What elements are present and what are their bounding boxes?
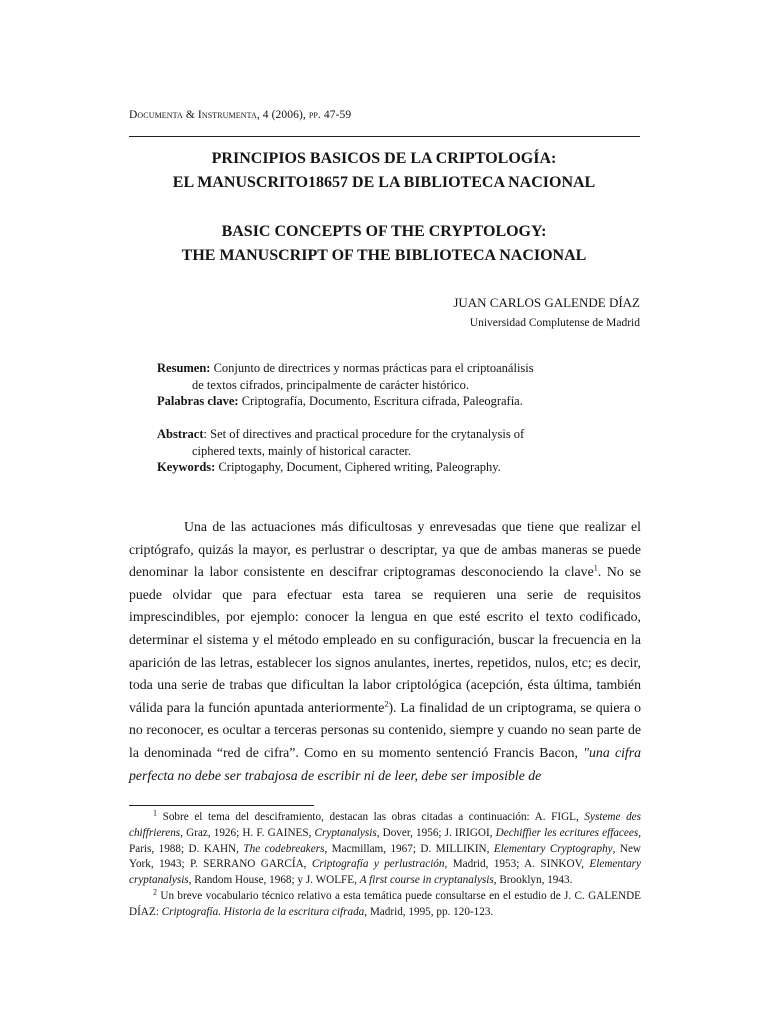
english-title-line-1: BASIC CONCEPTS OF THE CRYPTOLOGY: (221, 223, 547, 240)
footnote-1-text: , Brooklyn, 1943. (493, 874, 573, 887)
footnote-1-work: Criptografía y perlustración (311, 858, 445, 871)
palabras-clave-line (157, 393, 607, 410)
author-name: JUAN CARLOS GALENDE DÍAZ (453, 295, 640, 310)
resumen-label: Resumen: (157, 361, 211, 375)
footnote-2-work: Criptografía. Historia de la escritura cifrada (161, 905, 365, 918)
footnote-ref-2[interactable]: 2 (384, 699, 389, 709)
footnote-1 (129, 810, 641, 889)
footnote-1-work: Elementary cryptanalysis (129, 858, 641, 887)
keywords-text: Criptogaphy, Document, Ciphered writing, Paleography. (218, 460, 501, 474)
palabras-clave-label: Palabras clave: (157, 394, 239, 408)
footnote-2 (129, 889, 641, 921)
footnote-1-text: , Random House, 1968; y J. WOLFE, (188, 874, 360, 887)
body-paragraph (129, 516, 641, 787)
abstract-text-1: : Set of directives and practical procedure for the crytanalysis of (203, 427, 525, 441)
footnote-1-text: Sobre el tema del desciframiento, destacan las obras citadas a continuación: A. FIGL, (157, 811, 585, 823)
resumen-block (157, 360, 607, 410)
footnote-1-text: , Dover, 1956; J. IRIGOI, (376, 826, 496, 839)
footnote-ref-1[interactable]: 1 (593, 563, 598, 573)
footnote-1-work: Elementary Cryptography (493, 842, 613, 855)
keywords-line (157, 459, 607, 476)
abstract-line (157, 426, 607, 443)
bacon-quote: "una cifra perfecta no debe ser trabajosa de escribir ni de leer, debe ser imposible de (129, 744, 642, 783)
footnote-1-work: The codebreakers (243, 842, 325, 855)
footnote-2-text: Un breve vocabulario técnico relativo a esta temática puede consultarse en el estudio de J. C. GALENDE DÍAZ: (129, 889, 641, 918)
resumen-text-1: Conjunto de directrices y normas prácticas para el criptoanálisis (213, 361, 534, 375)
body-text (129, 516, 641, 787)
footnote-1-text: , New York, 1943; P. SERRANO GARCÍA, (129, 842, 641, 871)
body-sentence-3: ). La finalidad de un criptograma, se quiera o no reconocer, es ocultar a terceras personas su contenido, siempre y cuando no sean parte de la denominada “red de cifra”. Como en su momento sentenció Francis Bacon, (129, 699, 641, 760)
abstract-block (157, 426, 607, 476)
palabras-clave-text: Criptografía, Documento, Escritura cifrada, Paleografía. (241, 394, 523, 408)
footnote-1-work: A first course in cryptanalysis (359, 874, 494, 887)
footnote-1-text: , Macmillam, 1967; D. MILLIKIN, (324, 842, 494, 855)
body-sentence-2: . No se puede olvidar que para efectuar esta tarea se requieren una serie de requisitos imprescindibles, por ejemplo: conocer la lengua en que esté escrito el texto codificado, determinar el sistema y el método empleado en su configuración, buscar la frecuencia en la aparición de las letras, establecer los signos anulantes, inertes, repetidos, nulos, etc; es decir, toda una serie de trabas que dificultan la labor criptológica (acepción, ésta última, también válida para la función apuntada anteriormente (129, 564, 642, 715)
resumen-text-2: de textos cifrados, principalmente de carácter histórico. (192, 377, 469, 392)
footnote-1-number: 1 (153, 808, 157, 818)
body-sentence-1: Una de las actuaciones más dificultosas y enrevesadas que tiene que realizar el criptógrafo, quizás la mayor, es perlustrar o descriptar, ya que de ambas maneras se puede denominar la labor consistente en descifrar criptogramas desconociendo la clave (129, 519, 641, 580)
footnote-2-text: , Madrid, 1995, pp. 120-123. (364, 905, 494, 918)
spanish-title (100, 147, 668, 195)
english-title (100, 220, 668, 268)
header-divider (129, 136, 640, 137)
footnote-1-work: Dechiffier les ecritures effacees (495, 826, 639, 839)
footnote-1-text: , Graz, 1926; H. F. GAINES, (180, 826, 315, 839)
author-affiliation: Universidad Complutense de Madrid (469, 317, 640, 329)
footnotes (129, 810, 641, 921)
abstract-label: Abstract (157, 427, 204, 441)
footnote-1-work: Systeme des chiffrierens (129, 811, 641, 839)
running-head: Documenta & Instrumenta, 4 (2006), pp. 47-59 (129, 109, 352, 121)
spanish-title-line-1: PRINCIPIOS BASICOS DE LA CRIPTOLOGÍA: (211, 150, 557, 167)
english-title-line-2: THE MANUSCRIPT OF THE BIBLIOTECA NACIONAL (181, 247, 587, 264)
spanish-title-line-2: EL MANUSCRITO18657 DE LA BIBLIOTECA NACIONAL (172, 174, 596, 191)
abstract-text-2: ciphered texts, mainly of historical caracter. (192, 443, 412, 458)
keywords-label: Keywords: (157, 460, 216, 474)
footnote-divider (129, 805, 314, 806)
footnote-1-text: , Madrid, 1953; A. SINKOV, (444, 858, 590, 871)
resumen-line (157, 360, 607, 377)
footnote-2-number: 2 (153, 887, 157, 897)
footnote-1-text: , Paris, 1988; D. KAHN, (129, 826, 641, 855)
footnote-1-work: Cryptanalysis (314, 826, 377, 839)
